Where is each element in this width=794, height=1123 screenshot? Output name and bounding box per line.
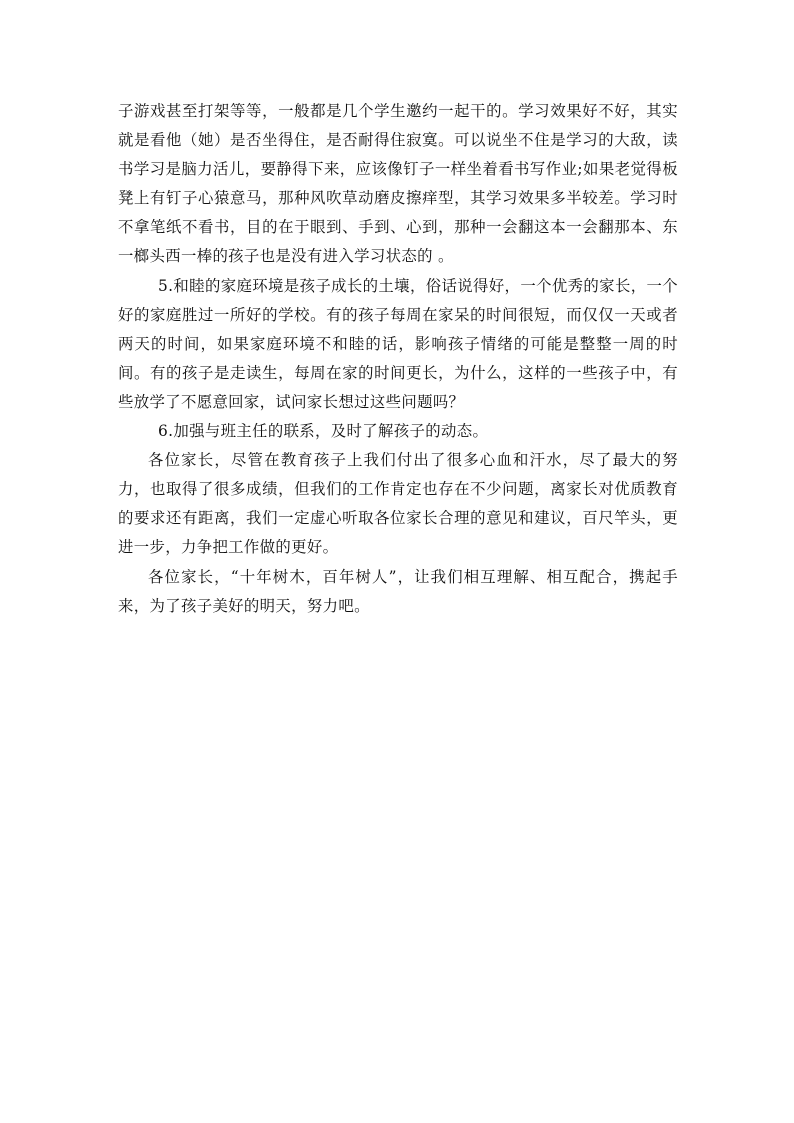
paragraph-closing: 各位家长，“十年树木，百年树人”，让我们相互理解、相互配合，携起手来，为了孩子美好的明天，努力吧。 (118, 567, 678, 615)
paragraph-school-effort: 各位家长，尽管在教育孩子上我们付出了很多心血和汗水，尽了最大的努力，也取得了很多成绩，但我们的工作肯定也存在不少问题，离家长对优质教育的要求还有距离，我们一定虚心听取各位家长合理的意见和建议，百尺竿头，更进一步，力争把工作做的更好。 (118, 451, 678, 557)
paragraph-teacher-contact: 6.加强与班主任的联系，及时了解孩子的动态。 (158, 422, 489, 441)
document-body (118, 97, 678, 621)
paragraph-family-environment: 5.和睦的家庭环境是孩子成长的土壤，俗话说得好，一个优秀的家长，一个好的家庭胜过一所好的学校。有的孩子每周在家呆的时间很短，而仅仅一天或者两天的时间，如果家庭环境不和睦的话，影响孩子情绪的可能是整整一周的时间。有的孩子是走读生，每周在家的时间更长，为什么，这样的一些孩子中，有些放学了不愿意回家，试问家长想过这些问题吗？ (118, 276, 678, 411)
paragraph-study-focus: 子游戏甚至打架等等，一般都是几个学生邀约一起干的。学习效果好不好，其实就是看他（她）是否坐得住，是否耐得住寂寞。可以说坐不住是学习的大敌，读书学习是脑力活儿，要静得下来，应该像钉子一样坐着看书写作业;如果老觉得板凳上有钉子心猿意马，那种风吹草动磨皮擦痒型，其学习效果多半较差。学习时不拿笔纸不看书，目的在于眼到、手到、心到，那种一会翻这本一会翻那本、东一榔头西一棒的孩子也是没有进入学习状态的 。 (118, 102, 678, 266)
